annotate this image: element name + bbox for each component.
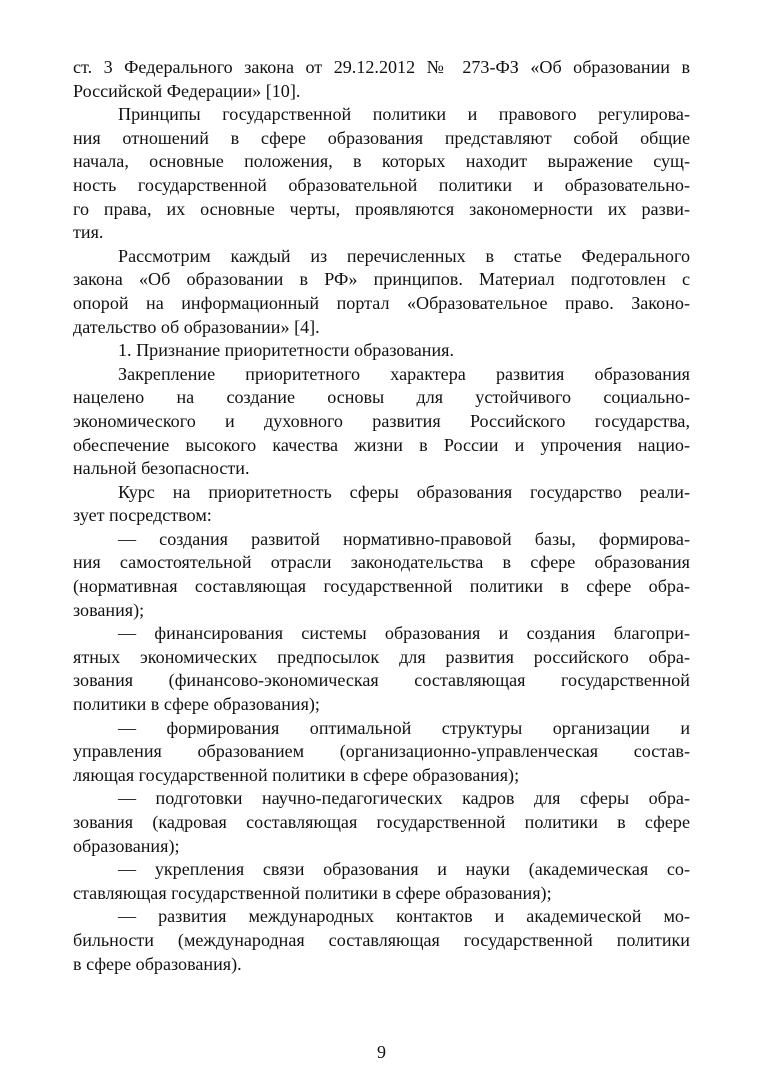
text-line: — развития международных контактов и академической мо- [118, 906, 690, 927]
text-line: нальной безопасности. [73, 458, 250, 479]
text-line: Закрепление приоритетного характера развития образования [118, 363, 690, 384]
text-line: — финансирования системы образования и создания благопри- [118, 623, 690, 644]
text-line: образования); [73, 835, 180, 856]
text-line: экономического и духовного развития Российского государства, [73, 410, 690, 431]
text-line: тия. [73, 222, 104, 243]
list-item-financial [73, 622, 690, 716]
text-line: ляющая государственной политики в сфере образования); [73, 764, 520, 785]
text-line: — подготовки научно-педагогических кадров для сферы обра- [118, 788, 690, 809]
page-number: 9 [377, 1042, 386, 1062]
text-line: ность государственной образовательной политики и образовательно- [73, 174, 690, 195]
paragraph-law-reference [73, 56, 690, 103]
paragraph-review-intro [73, 245, 690, 339]
text-line: бильности (международная составляющая государственной политики [73, 929, 690, 950]
text-line: — укрепления связи образования и науки (академическая со- [118, 859, 690, 880]
text-line: ятных экономических предпосылок для развития российского обра- [73, 646, 690, 667]
text-line: Российской Федерации» [10]. [73, 80, 301, 101]
text-line: закона «Об образовании в РФ» принципов. Материал подготовлен с [73, 269, 690, 290]
text-line: 1. Признание приоритетности образования. [118, 340, 454, 361]
text-line: — создания развитой нормативно-правовой базы, формирова- [118, 528, 690, 549]
text-line: политики в сфере образования); [73, 694, 320, 715]
text-line: Рассмотрим каждый из перечисленных в статье Федерального [118, 245, 690, 266]
text-line: ния отношений в сфере образования представляют собой общие [73, 127, 690, 148]
text-line: зует посредством: [73, 505, 212, 526]
list-item-organizational [73, 717, 690, 788]
text-line: — формирования оптимальной структуры организации и [118, 717, 690, 738]
text-line: ния самостоятельной отрасли законодательства в сфере образования [73, 552, 690, 573]
paragraph-priority-goal [73, 363, 690, 481]
text-line: ст. 3 Федерального закона от 29.12.2012 № 273-ФЗ «Об образовании в [73, 57, 690, 77]
text-line: зования (кадровая составляющая государственной политики в сфере [73, 812, 690, 832]
text-line: зования); [73, 599, 145, 620]
text-line: обеспечение высокого качества жизни в России и упрочения нацио- [73, 434, 690, 455]
text-line: Курс на приоритетность сферы образования государство реали- [118, 481, 690, 502]
paragraph-principle-1-heading [73, 339, 690, 363]
text-line: начала, основные положения, в которых находит выражение сущ- [73, 151, 690, 172]
text-line: опорой на информационный портал «Образовательное право. Законо- [73, 292, 690, 313]
document-page [73, 56, 690, 976]
text-line: Принципы государственной политики и правового регулирова- [118, 104, 690, 125]
list-item-international [73, 905, 690, 976]
text-line: зования (финансово-экономическая составляющая государственной [73, 670, 690, 691]
paragraph-principles-definition [73, 103, 690, 245]
text-line: го права, их основные черты, проявляются закономерности их разви- [73, 198, 690, 219]
text-line: (нормативная составляющая государственной политики в сфере обра- [73, 576, 690, 597]
list-item-normative [73, 528, 690, 622]
text-line: управления образованием (организационно-управленческая состав- [73, 741, 690, 762]
list-item-personnel [73, 787, 690, 858]
text-line: дательство об образовании» [4]. [73, 316, 320, 337]
text-line: ставляющая государственной политики в сфере образования); [73, 882, 552, 903]
list-item-academic [73, 858, 690, 905]
text-line: нацелено на создание основы для устойчивого социально- [73, 387, 690, 408]
text-line: в сфере образования). [73, 953, 242, 974]
paragraph-course-intro [73, 481, 690, 528]
